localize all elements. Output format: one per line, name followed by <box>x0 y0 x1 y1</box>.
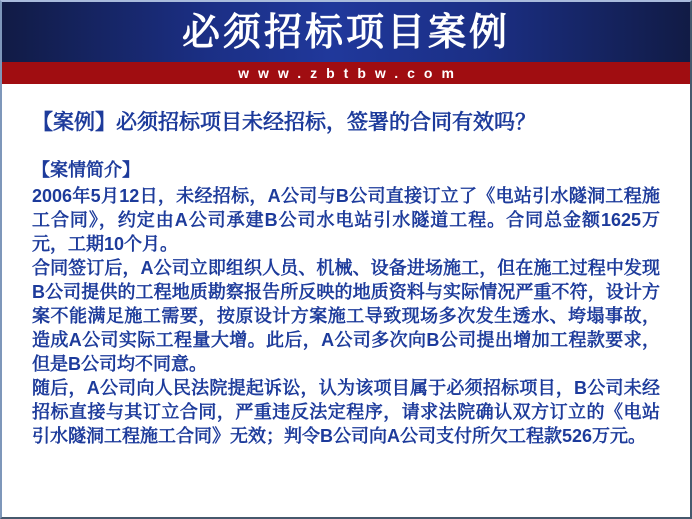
website-banner <box>2 62 690 84</box>
case-paragraph: 随后，A公司向人民法院提起诉讼，认为该项目属于必须招标项目，B公司未经招标直接与其订立合同，严重违反法定程序，请求法院确认双方订立的《电站引水隧洞工程施工合同》无效；判令B公司向A公司支付所欠工程款526万元。 <box>32 378 660 446</box>
website-url: www.zbtbw.com <box>238 65 463 81</box>
case-title: 【案例】必须招标项目未经招标，签署的合同有效吗？ <box>32 111 536 134</box>
slide-content <box>2 84 690 448</box>
section-heading-case-summary: 【案情简介】 <box>32 160 140 180</box>
page-title: 必须招标项目案例 <box>181 9 510 54</box>
slide-header <box>2 2 690 62</box>
case-paragraph: 合同签订后，A公司立即组织人员、机械、设备进场施工，但在施工过程中发现B公司提供的工程地质勘察报告所反映的地质资料与实际情况严重不符，设计方案不能满足施工需要，按原设计方案施工导致现场多次发生透水、垮塌事故，造成A公司实际工程量大增。此后，A公司多次向B公司提出增加工程款要求，但是B公司均不同意。 <box>32 258 660 374</box>
case-paragraph: 2006年5月12日，未经招标，A公司与B公司直接订立了《电站引水隧洞工程施工合同》，约定由A公司承建B公司水电站引水隧道工程。合同总金额1625万元，工期10个月。 <box>32 186 660 254</box>
